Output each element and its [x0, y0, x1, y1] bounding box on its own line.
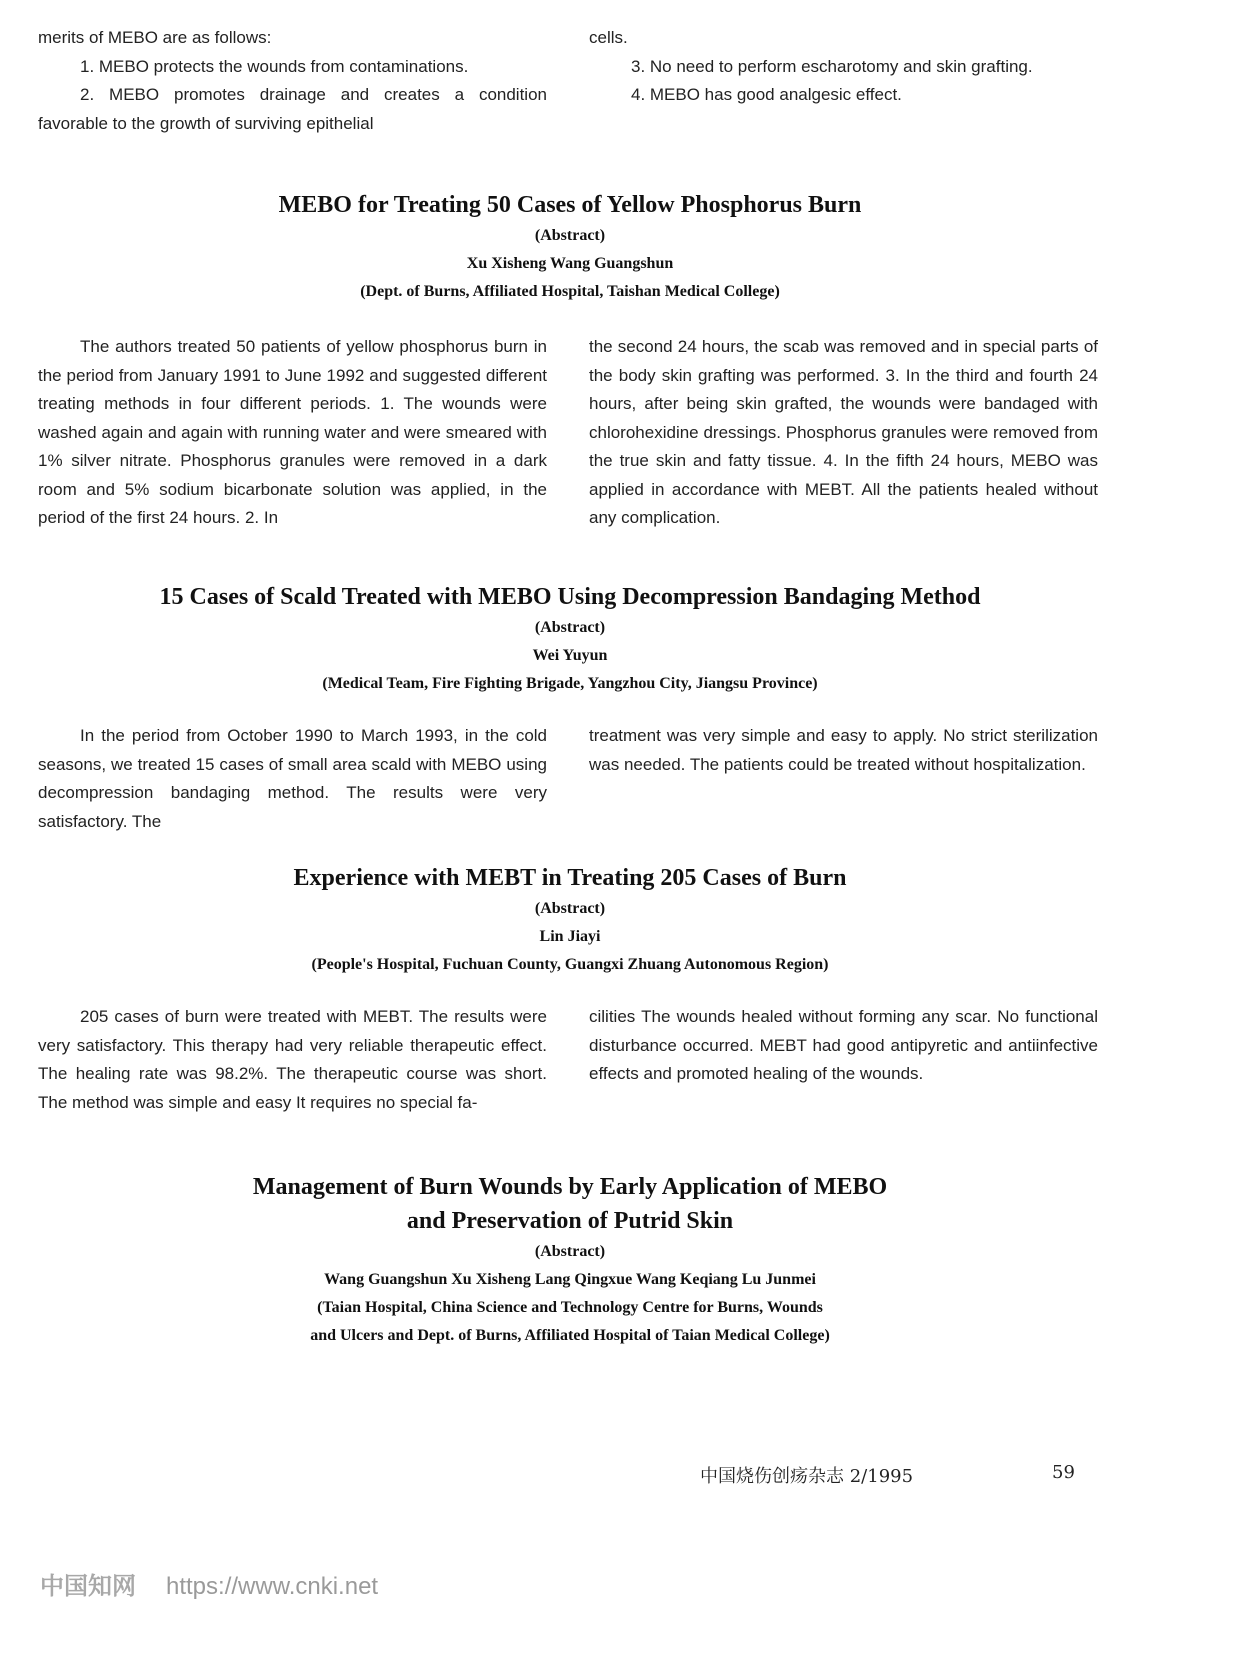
abstract-label: (Abstract)	[534, 227, 606, 244]
paragraph: 3. No need to perform escharotomy and skin grafting.	[631, 56, 1033, 76]
page-number: 59	[1052, 1462, 1075, 1483]
abstract-label: (Abstract)	[534, 1243, 606, 1260]
abstract-label: (Abstract)	[534, 900, 606, 917]
journal-name: 中国烧伤创疡杂志 2/1995	[700, 1466, 914, 1487]
abstract-label: (Abstract)	[534, 619, 606, 636]
abstract-text-right: cilities The wounds healed without forming any scar. No functional disturbance occurred. MEBT had good antipyretic and antiinfective effects and promoted healing of the wounds.	[589, 1007, 1098, 1083]
cnki-watermark	[40, 1566, 378, 1601]
article-title: MEBO for Treating 50 Cases of Yellow Phosphorus Burn	[278, 192, 862, 218]
article-authors: Wei Yuyun	[532, 647, 608, 664]
article-title-line-2: and Preservation of Putrid Skin	[406, 1208, 734, 1234]
abstract-text-left: 205 cases of burn were treated with MEBT. The results were very satisfactory. This therapy had very reliable therapeutic effect. The healing rate was 98.2%. The therapeutic course was short. The method was simple and easy It requires no special fa-	[38, 1007, 547, 1112]
continuation-left-column	[38, 24, 547, 138]
article-2-body	[38, 722, 1098, 836]
article-title: 15 Cases of Scald Treated with MEBO Using Decompression Bandaging Method	[159, 584, 981, 610]
paragraph: 2. MEBO promotes drainage and creates a condition favorable to the growth of surviving epithelial	[38, 85, 547, 133]
article-authors: Lin Jiayi	[539, 928, 601, 945]
article-affiliation-line-1: (Taian Hospital, China Science and Technology Centre for Burns, Wounds	[317, 1299, 823, 1316]
article-authors: Wang Guangshun Xu Xisheng Lang Qingxue Wang Keqiang Lu Junmei	[324, 1271, 816, 1288]
article-affiliation: (People's Hospital, Fuchuan County, Guangxi Zhuang Autonomous Region)	[311, 956, 829, 973]
article-3-header	[0, 861, 1140, 979]
paragraph: cells.	[589, 28, 628, 47]
article-1-body	[38, 333, 1098, 533]
article-affiliation-line-2: and Ulcers and Dept. of Burns, Affiliated Hospital of Taian Medical College)	[310, 1327, 830, 1344]
abstract-text-right: the second 24 hours, the scab was removed and in special parts of the body skin grafting was performed. 3. In the third and fourth 24 hours, after being skin grafted, the wounds were bandaged with chlorohexidine dressings. Phosphorus granules were removed from the true skin and fatty tissue. 4. In the fifth 24 hours, MEBO was applied in accordance with MEBT. All the patients healed without any complication.	[589, 337, 1098, 527]
paragraph: 1. MEBO protects the wounds from contaminations.	[80, 56, 469, 76]
paragraph: merits of MEBO are as follows:	[38, 28, 272, 47]
watermark-logo-text: 中国知网	[40, 1573, 136, 1600]
article-authors: Xu Xisheng Wang Guangshun	[466, 255, 674, 272]
article-3-body	[38, 1003, 1098, 1117]
article-title: Experience with MEBT in Treating 205 Cases of Burn	[293, 865, 847, 891]
abstract-text-left: In the period from October 1990 to March 1993, in the cold seasons, we treated 15 cases of small area scald with MEBO using decompression bandaging method. The results were very satisfactory. The	[38, 726, 547, 831]
paragraph: 4. MEBO has good analgesic effect.	[631, 85, 902, 104]
article-2-header	[0, 580, 1140, 698]
continuation-columns	[38, 24, 1098, 138]
article-4-header	[0, 1170, 1140, 1350]
abstract-text-right: treatment was very simple and easy to apply. No strict sterilization was needed. The patients could be treated without hospitalization.	[589, 726, 1098, 774]
article-affiliation: (Medical Team, Fire Fighting Brigade, Yangzhou City, Jiangsu Province)	[322, 675, 818, 692]
article-1-header	[0, 188, 1140, 306]
article-title-line-1: Management of Burn Wounds by Early Application of MEBO	[252, 1174, 888, 1200]
article-affiliation: (Dept. of Burns, Affiliated Hospital, Taishan Medical College)	[360, 283, 780, 300]
abstract-text-left: The authors treated 50 patients of yellow phosphorus burn in the period from January 1991 to June 1992 and suggested different treating methods in four different periods. 1. The wounds were washed again and again with running water and were smeared with 1% silver nitrate. Phosphorus granules were removed in a dark room and 5% sodium bicarbonate solution was applied, in the period of the first 24 hours. 2. In	[38, 337, 547, 527]
continuation-right-column	[589, 24, 1098, 138]
watermark-url: https://www.cnki.net	[166, 1573, 379, 1600]
